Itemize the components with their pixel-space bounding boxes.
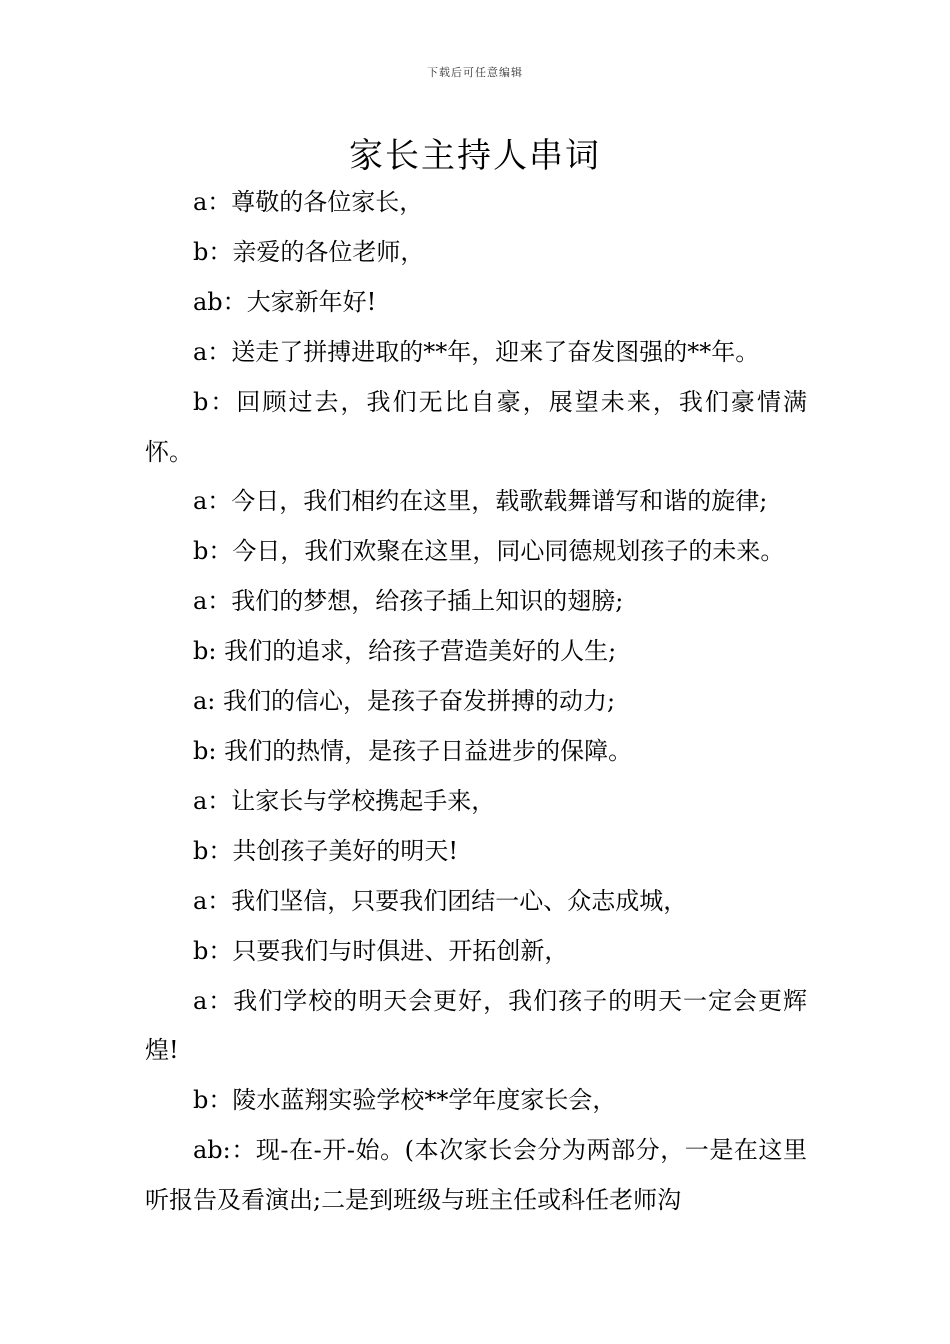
paragraph: a：尊敬的各位家长， (193, 188, 424, 216)
paragraph: a：送走了拼搏进取的**年，迎来了奋发图强的**年。 (193, 337, 760, 366)
paragraph: a：我们坚信，只要我们团结一心、众志成城， (193, 886, 688, 915)
paragraph: b：回顾过去，我们无比自豪，展望未来，我们豪情满怀。 (145, 387, 807, 466)
paragraph: a：今日，我们相约在这里，载歌载舞谱写和谐的旋律; (193, 487, 768, 516)
document-title: 家长主持人串词 (349, 136, 601, 176)
header-note: 下载后可任意编辑 (427, 66, 523, 79)
paragraph: b：今日，我们欢聚在这里，同心同德规划孩子的未来。 (193, 537, 785, 566)
paragraph: b：亲爱的各位老师， (193, 237, 425, 266)
paragraph: b：共创孩子美好的明天! (193, 836, 459, 865)
paragraph: a: 我们的信心，是孩子奋发拼搏的动力; (193, 687, 616, 716)
paragraph: a：我们学校的明天会更好，我们孩子的明天一定会更辉煌! (145, 986, 807, 1065)
paragraph: ab：大家新年好! (193, 287, 377, 316)
paragraph: ab:：现-在-开-始。(本次家长会分为两部分，一是在这里听报告及看演出;二是到班级与班主任或科任老师沟 (145, 1136, 807, 1215)
document-body (145, 178, 807, 1226)
paragraph: b: 我们的热情，是孩子日益进步的保障。 (193, 736, 633, 765)
paragraph: a：让家长与学校携起手来， (193, 786, 496, 815)
paragraph: b: 我们的追求，给孩子营造美好的人生; (193, 637, 617, 666)
paragraph: b：陵水蓝翔实验学校**学年度家长会， (193, 1086, 617, 1115)
paragraph: a：我们的梦想，给孩子插上知识的翅膀; (193, 587, 624, 616)
paragraph: b：只要我们与时俱进、开拓创新， (193, 936, 569, 965)
